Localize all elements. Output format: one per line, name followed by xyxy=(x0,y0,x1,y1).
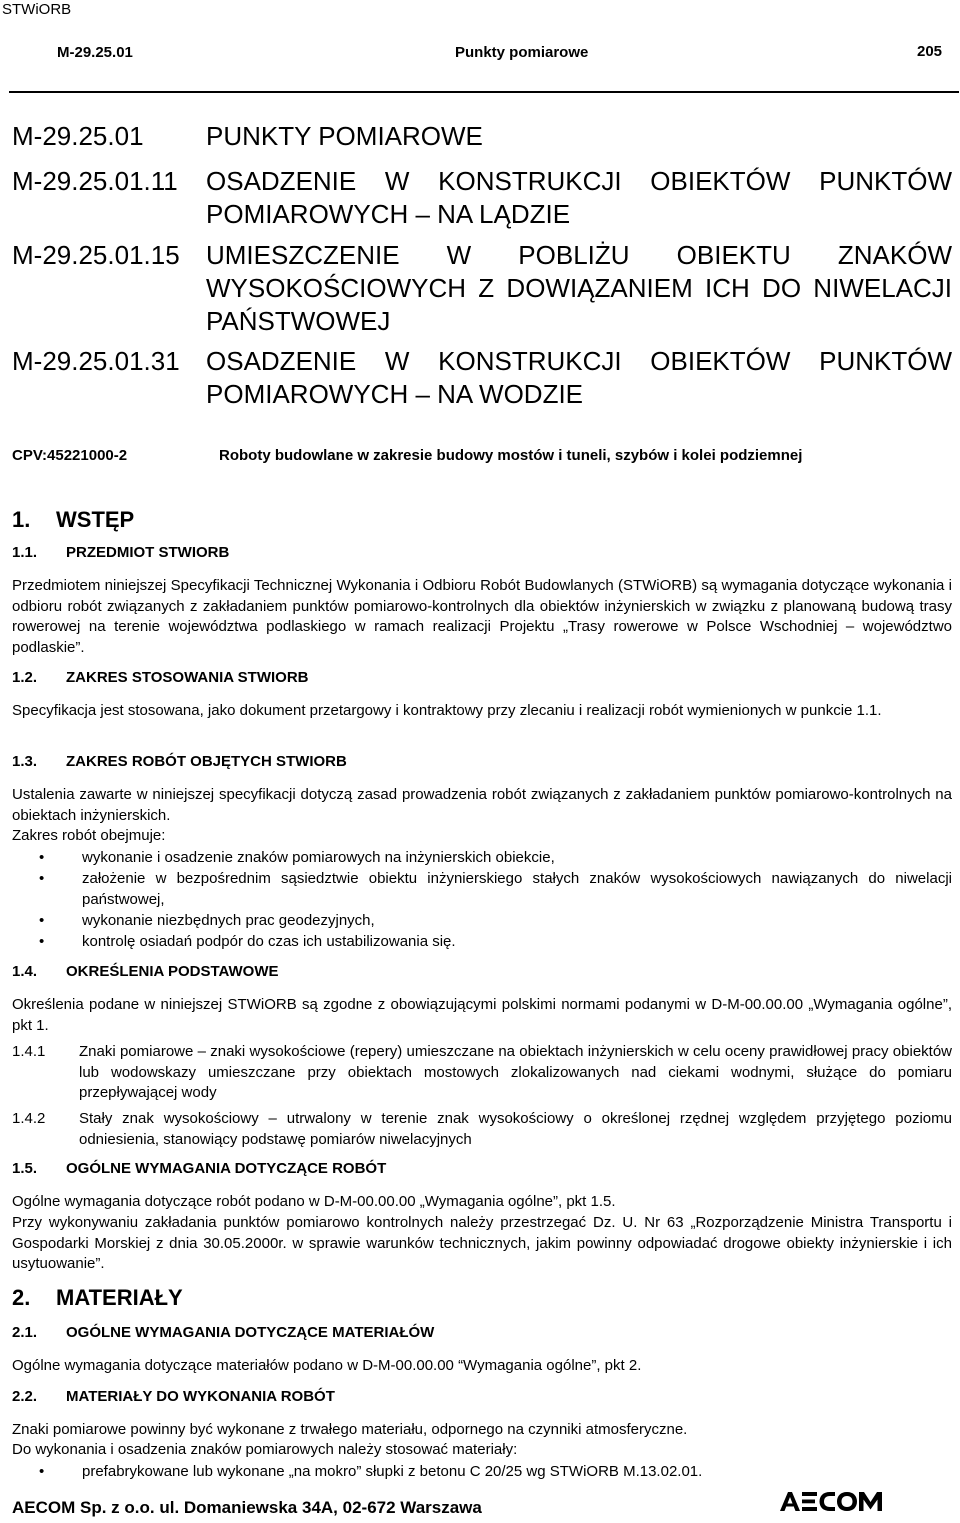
spec-title: OSADZENIE W KONSTRUKCJI OBIEKTÓW PUNKTÓW POMIAROWYCH – NA LĄDZIE xyxy=(206,166,952,229)
bullet-list xyxy=(12,1461,952,1482)
list-item-text: wykonanie i osadzenie znaków pomiarowych na inżynierskich obiekcie, xyxy=(82,849,555,866)
list-item-text: prefabrykowane lub wykonane „na mokro” słupki z betonu C 20/25 wg STWiORB M.13.02.01. xyxy=(82,1463,703,1480)
list-item-text: kontrolę osiadań podpór do czas ich ustabilizowania się. xyxy=(82,933,456,950)
spec-block xyxy=(12,345,952,411)
paragraph: Przedmiotem niniejszej Specyfikacji Technicznej Wykonania i Odbioru Robót Budowlanych (STWiORB) są wymagania dotyczące wykonania i odbioru robót związanych z zakładaniem punktów pomiarowo-kontrolnych dla obiektów inżynierskich w związku z planowaną budową trasy rowerowej na terenie województwa podlaskiego w ramach realizacji Projektu „Trasy rowerowe w Polsce Wschodniej – województwo podlaskie”. xyxy=(12,577,952,656)
definition-item xyxy=(12,1109,952,1151)
list-item xyxy=(12,910,952,931)
subsection-title: PRZEDMIOT STWIORB xyxy=(66,544,230,561)
definition-number: 1.4.2 xyxy=(12,1110,46,1127)
bullet-icon: • xyxy=(39,1463,45,1480)
subsection-number: 2.1. xyxy=(12,1324,38,1341)
cpv-code: CPV:45221000-2 xyxy=(12,447,128,464)
spec-title: OSADZENIE W KONSTRUKCJI OBIEKTÓW PUNKTÓW POMIAROWYCH – NA WODZIE xyxy=(206,346,952,409)
list-item-text: wykonanie niezbędnych prac geodezyjnych, xyxy=(82,912,375,929)
list-item xyxy=(12,1461,952,1482)
page-number: 205 xyxy=(917,43,943,60)
subsection-title: ZAKRES ROBÓT OBJĘTYCH STWIORB xyxy=(66,753,347,770)
spec-block xyxy=(12,120,952,153)
bullet-icon: • xyxy=(39,912,45,929)
list-item xyxy=(12,931,952,952)
subsection-title: OGÓLNE WYMAGANIA DOTYCZĄCE MATERIAŁÓW xyxy=(66,1324,435,1341)
paragraph: Ustalenia zawarte w niniejszej specyfikacji dotyczą zasad prowadzenia robót związanych z zakładaniem punktów pomiarowo-kontrolnych na obiektach inżynierskich. xyxy=(12,786,952,824)
bullet-list xyxy=(12,847,952,952)
spec-title: PUNKTY POMIAROWE xyxy=(206,121,483,151)
paragraph: Zakres robót obejmuje: xyxy=(12,827,166,844)
subsection-title: OKREŚLENIA PODSTAWOWE xyxy=(66,963,279,980)
section-number: 1. xyxy=(12,507,31,532)
spec-block xyxy=(12,165,952,231)
section-number: 2. xyxy=(12,1285,31,1310)
definition-text: Stały znak wysokościowy – utrwalony w terenie znak wysokościowy o określonej rzędnej względem przyjętego poziomu odniesienia, stanowiący podstawę pomiarów niwelacyjnych xyxy=(79,1110,952,1148)
spec-code: M-29.25.01 xyxy=(12,121,144,151)
subsection-number: 1.4. xyxy=(12,963,38,980)
subsection-title: OGÓLNE WYMAGANIA DOTYCZĄCE ROBÓT xyxy=(66,1160,387,1177)
subsection-number: 1.3. xyxy=(12,753,38,770)
subsection-number: 1.2. xyxy=(12,669,38,686)
definition-number: 1.4.1 xyxy=(12,1043,46,1060)
section-title: MATERIAŁY xyxy=(56,1285,183,1310)
subsection-number: 1.1. xyxy=(12,544,38,561)
bullet-icon: • xyxy=(39,870,45,887)
header-divider xyxy=(9,91,959,93)
paragraph: Do wykonania i osadzenia znaków pomiarowych należy stosować materiały: xyxy=(12,1441,518,1458)
subsection-number: 1.5. xyxy=(12,1160,38,1177)
cpv-description: Roboty budowlane w zakresie budowy mostów i tuneli, szybów i kolei podziemnej xyxy=(219,447,803,464)
paragraph: Specyfikacja jest stosowana, jako dokument przetargowy i kontraktowy przy zlecaniu i realizacji robót wymienionych w punkcie 1.1. xyxy=(12,702,882,719)
subsection-title: MATERIAŁY DO WYKONANIA ROBÓT xyxy=(66,1388,335,1405)
bullet-icon: • xyxy=(39,933,45,950)
list-item xyxy=(12,868,952,910)
spec-code: M-29.25.01.11 xyxy=(12,166,178,196)
spec-block xyxy=(12,239,952,338)
spec-title: UMIESZCZENIE W POBLIŻU OBIEKTU ZNAKÓW WYSOKOŚCIOWYCH Z DOWIĄZANIEM ICH DO NIWELACJI PAŃSTWOWEJ xyxy=(206,240,952,336)
header-title: Punkty pomiarowe xyxy=(455,44,589,61)
list-item-text: założenie w bezpośrednim sąsiedztwie obiektu inżynierskiego stałych znaków wysokościowych nawiązanych do niwelacji państwowej, xyxy=(82,870,952,908)
aecom-logo xyxy=(778,1489,884,1513)
paragraph: Ogólne wymagania dotyczące robót podano w D-M-00.00.00 „Wymagania ogólne”, pkt 1.5. xyxy=(12,1193,616,1210)
definition-text: Znaki pomiarowe – znaki wysokościowe (repery) umieszczane na obiektach inżynierskich w celu oceny prawidłowej pracy obiektów lub wodowskazy umieszczane przy obiektach mostowych zlokalizowanych nad ciekami wodnymi, służące do pomiaru przepływającej wody xyxy=(79,1043,952,1101)
subsection-number: 2.2. xyxy=(12,1388,38,1405)
spec-code: M-29.25.01.31 xyxy=(12,346,180,376)
footer-company-address: AECOM Sp. z o.o. ul. Domaniewska 34A, 02-672 Warszawa xyxy=(12,1498,482,1517)
definition-item xyxy=(12,1042,952,1104)
header-code: M-29.25.01 xyxy=(57,44,133,61)
paragraph: Określenia podane w niniejszej STWiORB są zgodne z obowiązującymi polskimi normami podanymi w D-M-00.00.00 „Wymagania ogólne”, pkt 1. xyxy=(12,996,952,1034)
subsection-title: ZAKRES STOSOWANIA STWIORB xyxy=(66,669,309,686)
doc-type-label: STWiORB xyxy=(2,1,72,18)
section-title: WSTĘP xyxy=(56,507,135,532)
paragraph: Znaki pomiarowe powinny być wykonane z trwałego materiału, odpornego na czynniki atmosferyczne. xyxy=(12,1421,688,1438)
list-item xyxy=(12,847,952,868)
spec-code: M-29.25.01.15 xyxy=(12,240,180,270)
paragraph: Przy wykonywaniu zakładania punktów pomiarowo kontrolnych należy przestrzegać Dz. U. Nr 63 „Rozporządzenie Ministra Transportu i Gospodarki Morskiej z dnia 30.05.2000r. w sprawie warunków technicznych, jakim powinny odpowiadać drogowe obiekty inżynierskie i ich usytuowanie”. xyxy=(12,1214,952,1272)
bullet-icon: • xyxy=(39,849,45,866)
paragraph: Ogólne wymagania dotyczące materiałów podano w D-M-00.00.00 “Wymagania ogólne”, pkt 2. xyxy=(12,1357,642,1374)
